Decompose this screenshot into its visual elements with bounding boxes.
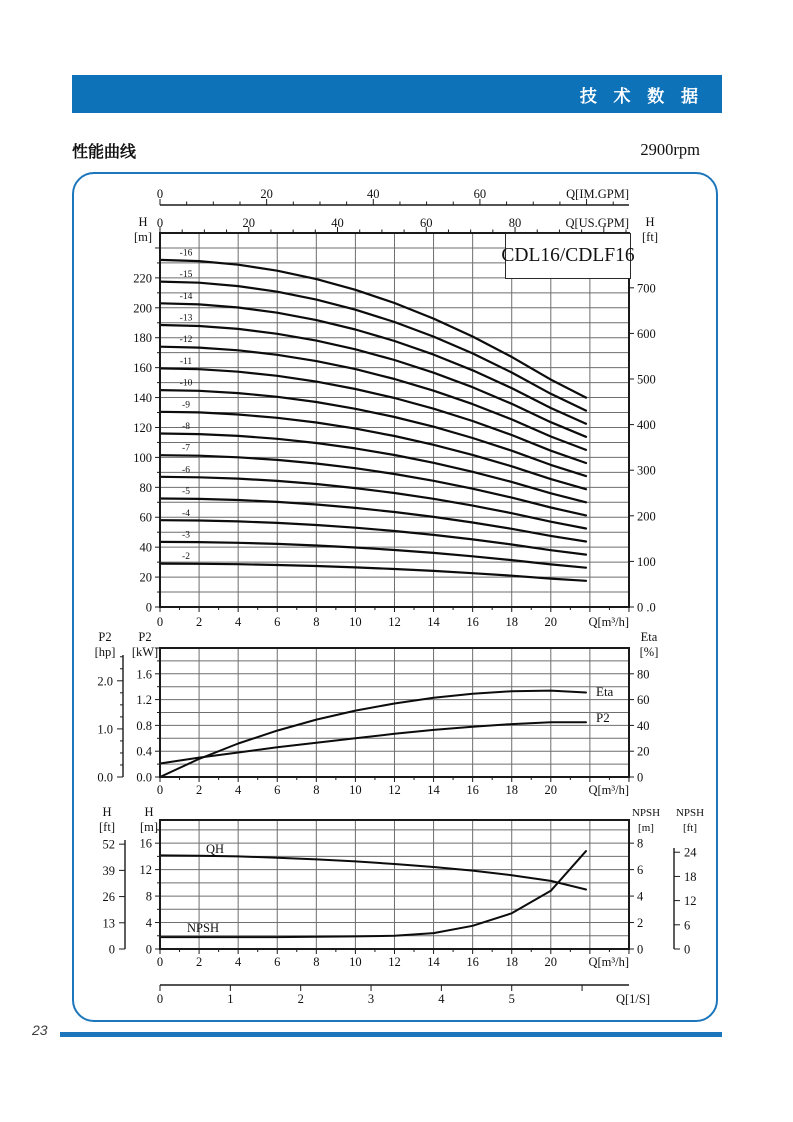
eta-tick: 60 (637, 693, 650, 708)
x-axis-unit: Q[m³/h] (588, 615, 629, 629)
h-ft-tick: 52 (102, 837, 115, 852)
h-ft-tick: 0 .0 (637, 600, 656, 615)
eta-tick: 40 (637, 718, 650, 733)
im-gpm-tick: 0 (156, 187, 164, 201)
kw-tick: 0.4 (136, 744, 152, 759)
x-tick-label: 14 (427, 615, 440, 629)
x-axis-unit: Q[m³/h] (588, 783, 629, 797)
us-gpm-tick: 40 (331, 216, 344, 230)
stage-label--2: -2 (182, 552, 190, 563)
x-tick-label: 4 (235, 615, 242, 629)
h-ft-tick: 700 (637, 281, 656, 296)
stage-label--9: -9 (182, 400, 190, 411)
h-m-axis-name: H (144, 805, 154, 819)
x-tick-label: 10 (349, 783, 362, 797)
section-title: 性能曲线 (72, 144, 137, 161)
model-label-box (501, 233, 635, 279)
p2-curve-label: P2 (596, 710, 610, 725)
x-tick-label: 18 (505, 783, 518, 797)
ls-tick: 4 (438, 992, 445, 1006)
npsh-ft-tick: 6 (684, 918, 691, 933)
h-ft-tick: 26 (102, 890, 115, 905)
x-tick-label: 0 (156, 615, 164, 629)
h-ft-tick: 100 (637, 554, 656, 569)
stage-label--4: -4 (182, 508, 190, 519)
npsh-m-axis-unit: [m] (638, 822, 654, 834)
kw-tick: 0.0 (136, 770, 152, 785)
hp-axis-unit: [hp] (94, 645, 116, 659)
stage-label--15: -15 (179, 270, 193, 281)
us-gpm-tick: 0 (156, 216, 164, 230)
stage-label--11: -11 (179, 356, 193, 367)
npsh-curve-label: NPSH (187, 921, 219, 935)
eta-tick: 80 (637, 667, 650, 682)
x-tick-label: 18 (505, 955, 518, 969)
im-gpm-tick: 40 (366, 187, 380, 201)
ls-tick: 3 (367, 992, 375, 1006)
h-ft-tick: 500 (637, 372, 656, 387)
h-m-axis-name: H (138, 215, 148, 229)
qh-curve-label: QH (205, 842, 225, 856)
kw-axis-name: P2 (138, 630, 152, 644)
eta-tick: 20 (637, 744, 650, 759)
qh-curve (160, 855, 586, 889)
h-ft-axis-unit: [ft] (99, 820, 115, 834)
h-m-tick: 0 (145, 942, 152, 957)
h-m-axis-unit: [m] (133, 230, 153, 244)
h-ft-tick: 200 (637, 509, 656, 524)
npsh-ft-tick: 24 (684, 845, 697, 860)
x-tick-label: 6 (274, 955, 281, 969)
x-tick-label: 16 (466, 783, 479, 797)
stage-label--6: -6 (182, 465, 190, 476)
x-tick-label: 18 (505, 615, 518, 629)
page-header-title: 技 术 数 据 (579, 86, 704, 106)
h-m-tick: 16 (139, 836, 152, 851)
pump-curve--10 (160, 390, 586, 476)
hp-tick: 1.0 (97, 722, 113, 737)
eta-tick: 0 (637, 770, 644, 785)
us-gpm-tick: 80 (508, 216, 522, 230)
npsh-m-tick: 2 (637, 916, 644, 931)
p2-curve (160, 722, 586, 763)
x-tick-label: 16 (466, 615, 479, 629)
rpm-label: 2900rpm (640, 140, 700, 159)
x-tick-label: 14 (427, 955, 440, 969)
ls-axis-unit: Q[1/S] (615, 992, 650, 1006)
qh-npsh-chart (99, 805, 704, 1006)
us-gpm-tick: 60 (420, 216, 433, 230)
pump-curve--13 (160, 325, 586, 437)
h-m-tick: 140 (133, 391, 152, 406)
eta-axis-name: Eta (640, 630, 658, 644)
npsh-ft-tick: 0 (684, 942, 691, 957)
h-m-axis-unit: [m] (139, 820, 159, 834)
hp-axis-name: P2 (98, 630, 112, 644)
ls-tick: 2 (297, 992, 304, 1006)
stage-label--14: -14 (179, 291, 193, 302)
h-m-tick: 120 (133, 420, 152, 435)
hp-tick: 2.0 (97, 674, 113, 689)
us-gpm-unit: Q[US.GPM] (565, 216, 629, 230)
im-gpm-tick: 60 (473, 187, 487, 201)
kw-axis-unit: [kW] (131, 645, 159, 659)
npsh-ft-tick: 12 (684, 894, 697, 909)
pump-curve--8 (160, 434, 586, 503)
x-tick-label: 20 (544, 615, 558, 629)
x-tick-label: 12 (388, 783, 401, 797)
x-tick-label: 4 (235, 955, 242, 969)
kw-tick: 0.8 (136, 718, 152, 733)
x-tick-label: 6 (274, 615, 281, 629)
ls-tick: 0 (156, 992, 164, 1006)
npsh-ft-axis-name: NPSH (675, 807, 705, 819)
stage-label--16: -16 (179, 248, 193, 259)
im-gpm-tick: 20 (260, 187, 273, 201)
h-ft-axis-name: H (102, 805, 112, 819)
npsh-ft-axis-unit: [ft] (682, 822, 698, 834)
h-m-tick: 180 (133, 331, 152, 346)
h-m-tick: 100 (133, 450, 152, 465)
x-tick-label: 12 (388, 615, 401, 629)
x-tick-label: 2 (195, 955, 203, 969)
h-m-tick: 12 (139, 863, 152, 878)
h-ft-axis-name: H (645, 215, 655, 229)
h-ft-axis-unit: [ft] (642, 230, 658, 244)
h-m-tick: 4 (145, 916, 152, 931)
npsh-m-tick: 6 (637, 863, 644, 878)
kw-tick: 1.2 (136, 693, 152, 708)
stage-label--10: -10 (179, 378, 193, 389)
h-ft-tick: 13 (102, 916, 115, 931)
h-m-tick: 0 (145, 600, 152, 615)
x-tick-label: 6 (274, 783, 281, 797)
x-tick-label: 2 (195, 783, 203, 797)
h-m-tick: 20 (139, 570, 152, 585)
power-efficiency-chart (95, 630, 659, 797)
x-tick-label: 2 (195, 615, 203, 629)
h-m-tick: 80 (139, 480, 152, 495)
stage-label--5: -5 (182, 487, 190, 498)
h-m-tick: 60 (139, 510, 152, 525)
x-tick-label: 0 (156, 955, 164, 969)
hp-tick: 0.0 (97, 770, 113, 785)
ls-tick: 5 (508, 992, 515, 1006)
x-tick-label: 8 (313, 955, 320, 969)
stage-label--13: -13 (179, 313, 193, 324)
h-ft-tick: 600 (637, 326, 656, 341)
pump-curve--2 (160, 564, 586, 581)
eta-curve-label: Eta (596, 684, 614, 699)
npsh-m-tick: 0 (637, 942, 644, 957)
footer-rule (60, 1032, 722, 1037)
x-tick-label: 20 (544, 955, 558, 969)
x-tick-label: 14 (427, 783, 440, 797)
npsh-curve (160, 851, 586, 937)
x-tick-label: 16 (466, 955, 479, 969)
npsh-m-axis-name: NPSH (631, 807, 661, 819)
h-ft-tick: 39 (102, 863, 115, 878)
x-tick-label: 4 (235, 783, 242, 797)
h-m-tick: 200 (133, 301, 152, 316)
page-number: 23 (32, 1022, 48, 1038)
kw-tick: 1.6 (136, 667, 152, 682)
h-ft-tick: 0 (108, 942, 115, 957)
ls-tick: 1 (227, 992, 234, 1006)
npsh-ft-tick: 18 (684, 869, 697, 884)
h-m-tick: 220 (133, 271, 152, 286)
x-axis-unit: Q[m³/h] (588, 955, 629, 969)
h-m-tick: 8 (145, 889, 152, 904)
stage-label--7: -7 (182, 443, 190, 454)
x-tick-label: 12 (388, 955, 401, 969)
stage-label--8: -8 (182, 421, 190, 432)
stage-label--12: -12 (179, 335, 193, 346)
npsh-m-tick: 4 (637, 889, 644, 904)
x-tick-label: 10 (349, 615, 362, 629)
npsh-m-tick: 8 (637, 836, 644, 851)
eta-axis-unit: [%] (639, 645, 659, 659)
h-ft-tick: 300 (637, 463, 656, 478)
x-tick-label: 8 (313, 615, 320, 629)
x-tick-label: 8 (313, 783, 320, 797)
h-ft-tick: 400 (637, 418, 656, 433)
h-m-tick: 160 (133, 361, 152, 376)
x-tick-label: 10 (349, 955, 362, 969)
im-gpm-unit: Q[IM.GPM] (566, 187, 629, 201)
x-tick-label: 0 (156, 783, 164, 797)
x-tick-label: 20 (544, 783, 558, 797)
us-gpm-tick: 20 (242, 216, 256, 230)
stage-label--3: -3 (182, 530, 190, 541)
model-label: CDL16/CDLF16 (501, 245, 635, 266)
h-m-tick: 40 (139, 540, 152, 555)
